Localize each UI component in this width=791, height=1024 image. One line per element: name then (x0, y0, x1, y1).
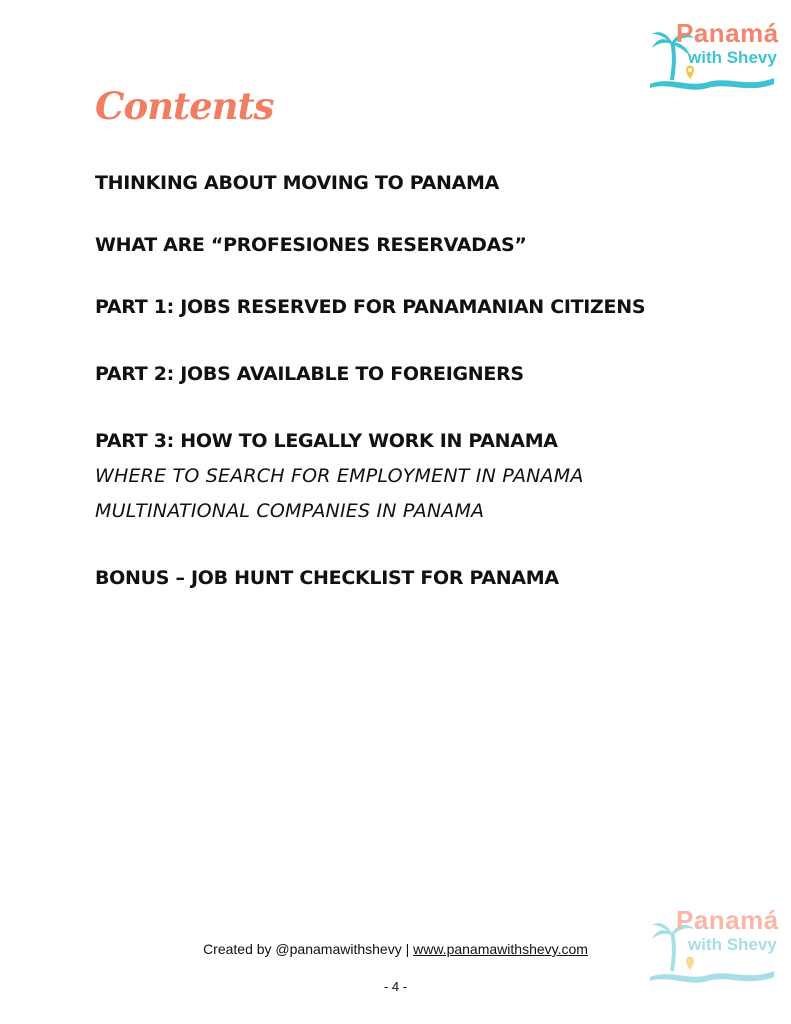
toc-item-profesiones[interactable]: WHAT ARE “PROFESIONES RESERVADAS” (95, 234, 527, 256)
page-title: Contents (95, 84, 274, 128)
toc-item-bonus[interactable]: BONUS – JOB HUNT CHECKLIST FOR PANAMA (95, 567, 559, 589)
website-link[interactable]: www.panamawithshevy.com (413, 941, 588, 957)
logo-tagline: with Shevy (688, 935, 777, 954)
toc-subitem-employment[interactable]: WHERE TO SEARCH FOR EMPLOYMENT IN PANAMA (95, 465, 584, 487)
toc-item-part3[interactable]: PART 3: HOW TO LEGALLY WORK IN PANAMA (95, 430, 558, 452)
brand-logo-top (648, 18, 778, 88)
logo-brand-text: Panamá (676, 905, 779, 935)
footer-created-by: Created by @panamawithshevy | (203, 941, 414, 957)
toc-item-moving[interactable]: THINKING ABOUT MOVING TO PANAMA (95, 172, 500, 194)
toc-item-part2[interactable]: PART 2: JOBS AVAILABLE TO FOREIGNERS (95, 363, 524, 385)
logo-brand-text: Panamá (676, 18, 779, 48)
toc-subitem-multinational[interactable]: MULTINATIONAL COMPANIES IN PANAMA (95, 500, 485, 522)
page-number: - 4 - (383, 979, 408, 994)
footer-credit (0, 941, 791, 957)
brand-logo-bottom (648, 905, 778, 975)
logo-tagline: with Shevy (688, 48, 777, 67)
toc-item-part1[interactable]: PART 1: JOBS RESERVED FOR PANAMANIAN CITIZENS (95, 296, 646, 318)
